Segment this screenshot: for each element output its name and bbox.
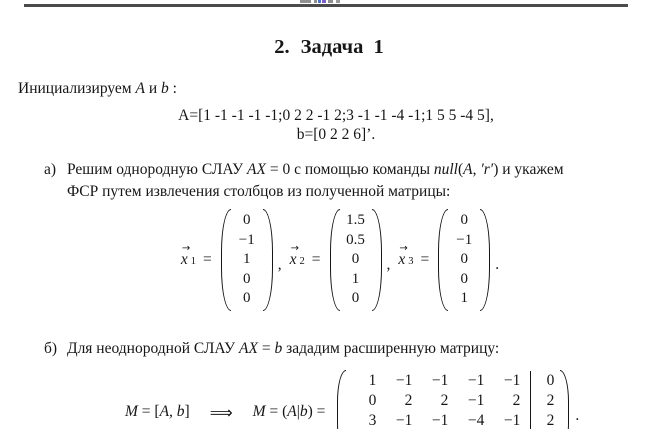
intro-text: Инициализируем A и b :: [18, 80, 177, 97]
clipped-header-text: [0, 0, 658, 3]
m-bracket-definition: M = [A, b]: [125, 403, 190, 420]
item-b-text: [67, 338, 622, 360]
right-paren: [263, 209, 273, 311]
right-paren: [480, 209, 490, 311]
section-title: [0, 35, 658, 59]
separator-comma: ,: [386, 256, 391, 273]
sentence-period: .: [575, 407, 580, 424]
vector-x1-subscript: 1: [190, 256, 196, 267]
m-augmented-lhs: M = (A|b) =: [252, 403, 326, 420]
item-a-text: [67, 159, 622, 203]
list-item-a: [44, 159, 622, 203]
implies-arrow-icon: ⟹: [209, 402, 233, 422]
vector-arrow-icon: →: [399, 243, 408, 254]
left-paren: [221, 209, 231, 311]
equals-sign: =: [420, 251, 430, 268]
vector-x3-subscript: 3: [408, 256, 414, 267]
vector-arrow-icon: →: [290, 243, 299, 254]
vector-x1-values: 0 −1 1 0 0: [238, 212, 255, 307]
separator-period: .: [495, 256, 500, 273]
header-rule: [24, 4, 628, 7]
list-item-b: [44, 338, 622, 360]
augmented-matrix: [337, 370, 569, 429]
vector-x3-values: 0 −1 0 0 1: [456, 212, 473, 307]
item-a-line1: Решим однородную СЛАУ AX = 0 с помощью команды null(A, ′r′) и укажем: [67, 161, 564, 178]
vector-x3-label: → x 3 =: [398, 243, 430, 268]
separator-comma: ,: [277, 256, 282, 273]
fsr-vectors-equation: [15, 209, 658, 311]
vector-b-definition: b=[0 2 2 6]’.: [296, 126, 376, 143]
item-b-line1: Для неоднородной СЛАУ AX = b зададим расширенную матрицу:: [67, 340, 500, 357]
vector-x2-subscript: 2: [299, 256, 305, 267]
vector-x2-label: → x 2 =: [289, 243, 321, 268]
left-paren: [330, 209, 340, 311]
augmented-matrix-rows: 1 −1 −1 −1 −1 0 0 2 2 −1 2 2 3 −1 −1 −4 −1 2: [368, 372, 555, 429]
left-paren: [337, 370, 346, 429]
item-a-label: а): [44, 161, 57, 178]
right-paren: [560, 370, 569, 429]
vector-x3-matrix: [438, 209, 490, 311]
item-a-line2: ФСР путем извлечения столбцов из полученной матрицы:: [67, 183, 451, 200]
vector-x2-values: 1.5 0.5 0 1 0: [346, 212, 365, 307]
augmented-matrix-equation: [125, 370, 579, 429]
matrix-a-definition: A=[1 -1 -1 -1 -1;0 2 2 -1 2;3 -1 -1 -4 -1;1 5 5 -4 5],: [178, 107, 494, 124]
left-paren: [438, 209, 448, 311]
right-paren: [372, 209, 382, 311]
section-number: 2.: [274, 36, 290, 58]
vector-x1-label: → x 1 =: [180, 243, 212, 268]
section-name: Задача 1: [300, 36, 384, 58]
vector-x2-matrix: [330, 209, 382, 311]
vector-arrow-icon: →: [181, 243, 191, 254]
item-b-label: б): [44, 340, 58, 357]
equals-sign: =: [202, 251, 212, 268]
vector-x1-matrix: [221, 209, 273, 311]
equals-sign: =: [311, 251, 321, 268]
